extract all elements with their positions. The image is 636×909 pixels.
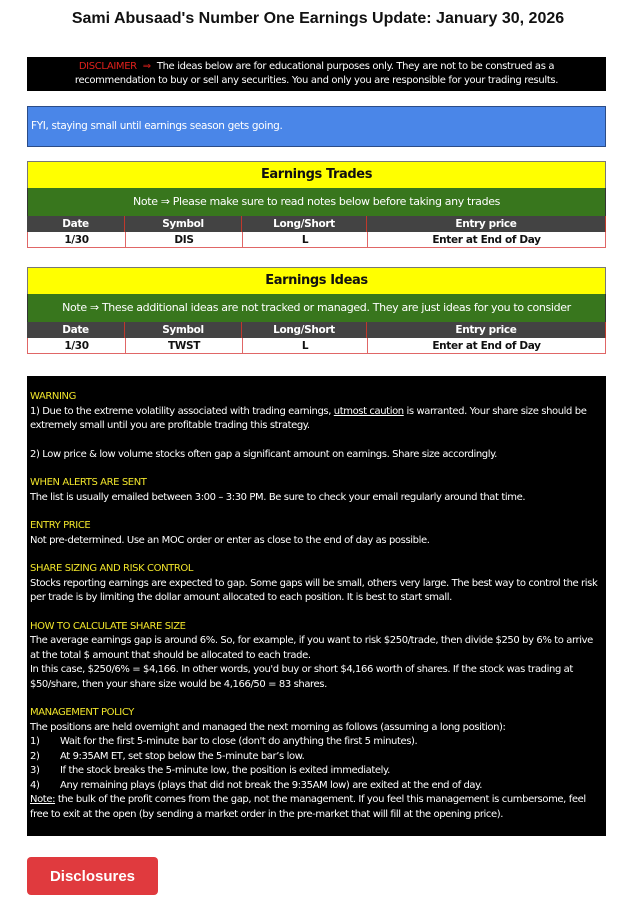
earnings-trades-table [27, 161, 606, 248]
management-heading: MANAGEMENT POLICY [30, 707, 134, 718]
page-title: Sami Abusaad's Number One Earnings Update: January 30, 2026 [71, 10, 565, 27]
calc-text-2: In this case, $250/6% = $4,166. In other words, you'd buy or short $4,166 worth of shares. If the stock was trading at $50/share, then your share size would be 4,166/50 = 83 shares. [30, 664, 573, 690]
column-header-entry-price: Entry price [367, 322, 606, 338]
column-header-symbol: Symbol [125, 216, 242, 232]
alerts-heading: WHEN ALERTS ARE SENT [30, 477, 147, 488]
earnings-ideas-note: Note ⇒ These additional ideas are not tracked or managed. They are just ideas for you to consider [27, 294, 606, 322]
trading-notes-panel [27, 376, 606, 836]
disclaimer-banner [27, 57, 606, 91]
warning-heading: WARNING [30, 391, 76, 402]
warning-section [30, 390, 603, 462]
warning-text: 1) Due to the extreme volatility associated with trading earnings, [30, 405, 334, 417]
step-number: 2) [30, 750, 40, 762]
note-text: the bulk of the profit comes from the gap, not the management. If you feel this management is cumbersome, feel free to exit at the open (by sending a market order in the pre-market that will fill at the opening price). [30, 794, 586, 820]
step-number: 3) [30, 765, 40, 776]
column-header-date: Date [27, 322, 125, 338]
management-step [30, 779, 603, 794]
cell-date: 1/30 [28, 232, 126, 247]
column-header-date: Date [27, 216, 125, 232]
table-row [27, 232, 606, 248]
entry-price-heading: ENTRY PRICE [30, 520, 91, 531]
column-header-long-short: Long/Short [242, 216, 367, 232]
management-intro: The positions are held overnight and managed the next morning as follows (assuming a long position): [30, 721, 506, 733]
step-text: If the stock breaks the 5-minute low, the position is exited immediately. [60, 765, 390, 776]
entry-price-text: Not pre-determined. Use an MOC order or enter as close to the end of day as possible. [30, 534, 430, 546]
cell-long-short: L [243, 338, 368, 353]
warning-text: is warranted. Your share size should be extremely small until you are profitable trading this strategy. [30, 405, 587, 431]
step-text: Any remaining plays (plays that did not break the 9:35AM low) are exited at the end of day. [60, 779, 483, 791]
column-header-symbol: Symbol [125, 322, 242, 338]
management-step [30, 735, 603, 750]
step-text: Wait for the first 5-minute bar to close (don't do anything the first 5 minutes). [60, 736, 418, 747]
step-text: At 9:35AM ET, set stop below the 5-minute bar’s low. [60, 750, 305, 762]
arrow-right-icon: ⇒ [142, 61, 151, 72]
entry-price-section [30, 519, 603, 548]
management-section [30, 706, 603, 822]
share-sizing-text: Stocks reporting earnings are expected to gap. Some gaps will be small, others very large. The best way to control the risk per trade is by limiting the dollar amount allocated to each position. It is best to start small. [30, 577, 598, 603]
calc-text-1: The average earnings gap is around 6%. So, for example, if you want to risk $250/trade, then divide $250 by 6% to arrive at the total $ amount that should be allocated to each trade. [30, 635, 593, 661]
warning-point-2: 2) Low price & low volume stocks often gap a significant amount on earnings. Share size accordingly. [30, 448, 497, 460]
disclosures-button[interactable]: Disclosures [27, 857, 158, 895]
cell-date: 1/30 [28, 338, 126, 353]
step-number: 4) [30, 779, 40, 791]
cell-symbol: DIS [126, 232, 243, 247]
disclaimer-label: DISCLAIMER [78, 61, 137, 72]
disclaimer-line-1: The ideas below are for educational purposes only. They are not to be construed as a [156, 61, 555, 72]
earnings-ideas-table [27, 267, 606, 354]
earnings-trades-title: Earnings Trades [27, 161, 606, 188]
share-sizing-section [30, 562, 603, 606]
step-number: 1) [30, 736, 40, 747]
cell-symbol: TWST [126, 338, 243, 353]
calc-heading: HOW TO CALCULATE SHARE SIZE [30, 620, 186, 632]
cell-entry-price: Enter at End of Day [368, 232, 606, 247]
alerts-text: The list is usually emailed between 3:00 – 3:30 PM. Be sure to check your email regularly around that time. [30, 491, 526, 503]
warning-emphasis: utmost caution [333, 405, 404, 417]
cell-entry-price: Enter at End of Day [368, 338, 606, 353]
management-note [30, 793, 603, 822]
management-step [30, 750, 603, 765]
earnings-ideas-title: Earnings Ideas [27, 267, 606, 294]
management-step [30, 764, 603, 779]
note-label: Note: [30, 794, 56, 805]
column-header-long-short: Long/Short [242, 322, 367, 338]
share-sizing-heading: SHARE SIZING AND RISK CONTROL [30, 563, 194, 574]
alerts-section [30, 476, 603, 505]
table-header-row [27, 322, 606, 338]
cell-long-short: L [243, 232, 368, 247]
table-header-row [27, 216, 606, 232]
calc-section [30, 620, 603, 693]
column-header-entry-price: Entry price [367, 216, 606, 232]
warning-point-1 [30, 405, 603, 434]
disclaimer-line-2: recommendation to buy or sell any securities. You and only you are responsible for your trading results. [74, 75, 559, 86]
earnings-trades-note: Note ⇒ Please make sure to read notes below before taking any trades [27, 188, 606, 216]
table-row [27, 338, 606, 354]
fyi-banner: FYI, staying small until earnings season gets going. [27, 106, 606, 147]
